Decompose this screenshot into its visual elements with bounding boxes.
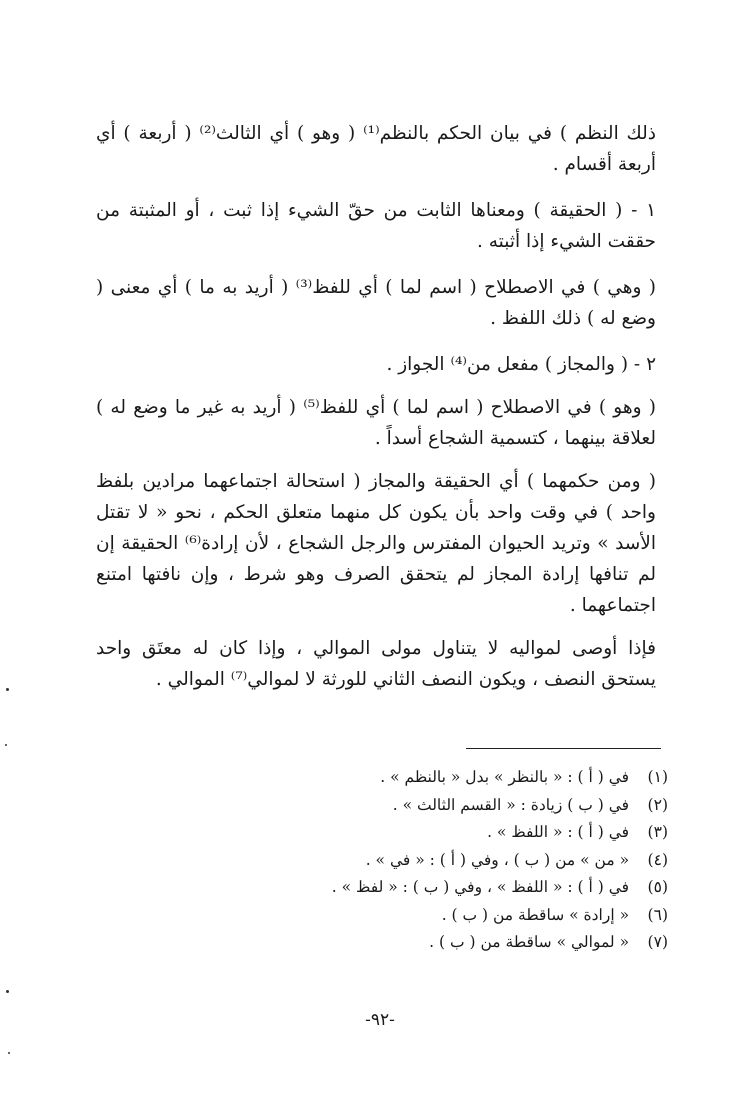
footnote-text: في ( ب ) زيادة : « القسم الثالث » . <box>392 795 630 814</box>
paragraph-1: ذلك النظم ) في بيان الحكم بالنظم⁽¹⁾ ( وهو ) أي الثالث⁽²⁾ ( أربعة ) أي أربعة أقسام . <box>96 123 656 175</box>
scan-speck <box>6 688 9 691</box>
paragraph-5: ( وهو ) في الاصطلاح ( اسم لما ) أي للفظ⁽⁵⁾ ( أريد به غير ما وضع له ) لعلاقة بينهما ، كتسمية الشجاع أسداً . <box>96 397 656 449</box>
paragraph-6: ( ومن حكمهما ) أي الحقيقة والمجاز ( استحالة اجتماعهما مرادين بلفظ واحد ) في وقت واحد بأن يكون كل منهما متعلق الحكم ، نحو « لا تقتل الأسد » وتريد الحيوان المفترس والرجل الشجاع ، لأن إرادة⁽⁶⁾ الحقيقة إن لم تنافها إرادة المجاز لم يتحقق الصرف وهو شرط ، وإن نافتها امتنع اجتماعهما . <box>96 471 656 616</box>
footnote-item <box>248 874 668 902</box>
paragraph-7: فإذا أوصى لمواليه لا يتناول مولى الموالي ، وإذا كان له معتَق واحد يستحق النصف ، ويكون النصف الثاني للورثة لا لموالي⁽⁷⁾ الموالي . <box>96 638 656 690</box>
paragraph-2: ١ - ( الحقيقة ) ومعناها الثابت من حقّ الشيء إذا ثبت ، أو المثبتة من حققت الشيء إذا أثبته . <box>96 200 656 252</box>
footnote-item <box>248 902 668 930</box>
footnote-number: (٥) <box>647 878 668 896</box>
main-text <box>96 118 656 710</box>
footnote-text: « من » من ( ب ) ، وفي ( أ ) : « في » . <box>365 850 630 869</box>
footnote-text: في ( أ ) : « بالنظر » بدل « بالنظم » . <box>380 768 630 786</box>
page-number: -٩٢- <box>365 1010 395 1030</box>
footnote-number: (٢) <box>647 795 668 814</box>
footnote-number: (٧) <box>647 933 668 951</box>
footnote-number: (٣) <box>647 823 668 841</box>
footnote-item <box>248 819 668 847</box>
scan-speck <box>6 990 9 993</box>
footnote-text: في ( أ ) : « اللفظ » . <box>487 823 630 841</box>
footnote-separator <box>466 748 661 749</box>
footnote-item <box>248 792 668 820</box>
footnote-item <box>248 764 668 792</box>
footnote-number: (١) <box>647 768 668 786</box>
footnote-item <box>248 847 668 875</box>
paragraph-4: ٢ - ( والمجاز ) مفعل من⁽⁴⁾ الجواز . <box>386 354 656 375</box>
footnote-number: (٦) <box>647 905 668 924</box>
footnote-text: في ( أ ) : « اللفظ » ، وفي ( ب ) : « لفظ » . <box>331 878 630 896</box>
footnotes <box>248 764 668 957</box>
scan-speck <box>8 1052 10 1054</box>
paragraph-3: ( وهي ) في الاصطلاح ( اسم لما ) أي للفظ⁽³⁾ ( أريد به ما ) أي معنى ( وضع له ) ذلك اللفظ . <box>96 277 657 329</box>
footnote-number: (٤) <box>647 850 668 869</box>
footnote-text: « لموالي » ساقطة من ( ب ) . <box>429 933 630 951</box>
footnote-item <box>248 929 668 957</box>
footnote-text: « إرادة » ساقطة من ( ب ) . <box>441 905 630 924</box>
scan-speck <box>5 744 7 746</box>
